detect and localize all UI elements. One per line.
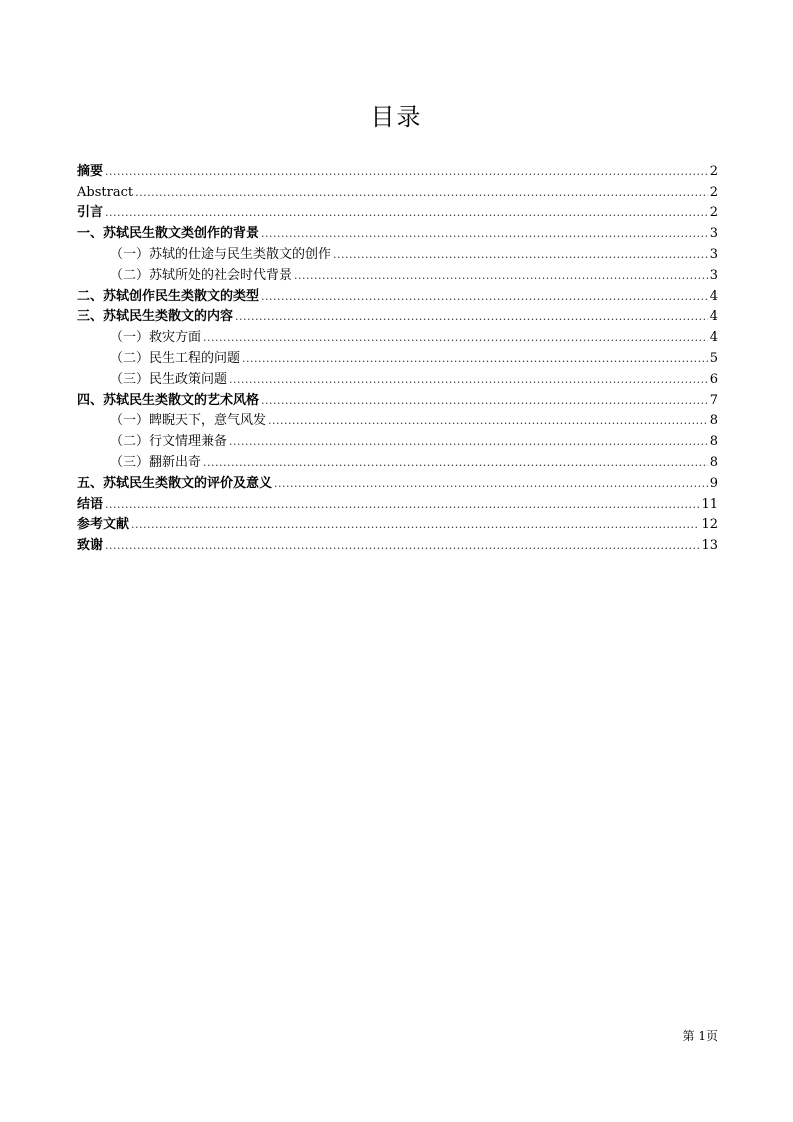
toc-entry[interactable] (77, 451, 718, 472)
toc-entry[interactable] (77, 285, 718, 306)
toc-entry-label: （二）行文情理兼备 (110, 434, 228, 450)
toc-entry-page: 8 (709, 454, 718, 470)
toc-entry-page: 9 (709, 475, 718, 491)
toc-entry-label: （三）翻新出奇 (110, 454, 202, 470)
toc-entry-label: 摘要 (77, 163, 104, 179)
toc-entry-label: 结语 (77, 496, 104, 512)
toc-entry-label: （一）睥睨天下，意气风发 (110, 413, 267, 429)
toc-entry-page: 6 (709, 371, 718, 387)
toc-entry-label: 一、苏轼民生散文类创作的背景 (77, 226, 260, 242)
toc-entry[interactable] (77, 410, 718, 431)
toc-entry[interactable] (77, 264, 718, 285)
dot-leader (333, 246, 708, 264)
toc-entry-page: 12 (701, 517, 718, 533)
toc-entry[interactable] (77, 514, 718, 535)
toc-entry-page: 2 (709, 205, 718, 221)
page-title: 目录 (370, 103, 423, 131)
toc-entry[interactable] (77, 243, 718, 264)
toc-entry-label: 参考文献 (77, 517, 130, 533)
toc-entry[interactable] (77, 326, 718, 347)
toc-entry-label: 二、苏轼创作民生类散文的类型 (77, 288, 260, 304)
dot-leader (135, 184, 708, 202)
toc-entry-page: 7 (709, 392, 718, 408)
dot-leader (242, 350, 708, 368)
toc-entry-label: （一）苏轼的仕途与民生类散文的创作 (110, 246, 332, 262)
toc-entry-page: 3 (709, 246, 718, 262)
dot-leader (261, 392, 708, 410)
toc-entry-page: 2 (709, 163, 718, 179)
dot-leader (235, 308, 708, 326)
dot-leader (105, 537, 699, 555)
toc-entry-page: 3 (709, 226, 718, 242)
toc-entry-label: 四、苏轼民生类散文的艺术风格 (77, 392, 260, 408)
toc-entry-page: 8 (709, 434, 718, 450)
toc-entry[interactable] (77, 389, 718, 410)
toc-entry[interactable] (77, 472, 718, 493)
toc-entry[interactable] (77, 493, 718, 514)
toc-entry[interactable] (77, 222, 718, 243)
toc-entry[interactable] (77, 368, 718, 389)
dot-leader (203, 454, 708, 472)
toc-entry-label: （二）民生工程的问题 (110, 350, 241, 366)
toc-entry-page: 13 (701, 538, 718, 554)
toc-entry[interactable] (77, 347, 718, 368)
toc-entry-label: （二）苏轼所处的社会时代背景 (110, 267, 293, 283)
toc-entry-page: 11 (701, 496, 718, 512)
dot-leader (203, 329, 708, 347)
toc-entry[interactable] (77, 160, 718, 181)
toc-entry[interactable] (77, 181, 718, 202)
toc-entry-label: 五、苏轼民生类散文的评价及意义 (77, 475, 273, 491)
dot-leader (131, 516, 699, 534)
dot-leader (294, 267, 708, 285)
toc-entry-page: 3 (709, 267, 718, 283)
dot-leader (105, 163, 708, 181)
dot-leader (229, 371, 708, 389)
toc-entry-label: Abstract (77, 184, 134, 200)
table-of-contents (77, 160, 718, 555)
dot-leader (261, 225, 708, 243)
toc-entry-page: 5 (709, 350, 718, 366)
dot-leader (105, 204, 708, 222)
dot-leader (274, 475, 708, 493)
toc-entry-label: 致谢 (77, 538, 104, 554)
toc-entry-page: 4 (709, 288, 718, 304)
toc-entry[interactable] (77, 534, 718, 555)
dot-leader (105, 496, 699, 514)
page-number-footer: 第 1页 (682, 1029, 718, 1043)
dot-leader (268, 412, 708, 430)
toc-entry-label: （三）民生政策问题 (110, 371, 228, 387)
toc-entry-page: 8 (709, 413, 718, 429)
toc-entry[interactable] (77, 430, 718, 451)
toc-entry-label: （一）救灾方面 (110, 330, 202, 346)
toc-entry-page: 4 (709, 330, 718, 346)
toc-entry[interactable] (77, 202, 718, 223)
toc-entry-page: 4 (709, 309, 718, 325)
toc-entry[interactable] (77, 306, 718, 327)
toc-entry-label: 引言 (77, 205, 104, 221)
dot-leader (261, 288, 708, 306)
dot-leader (229, 433, 708, 451)
toc-entry-label: 三、苏轼民生类散文的内容 (77, 309, 234, 325)
toc-entry-page: 2 (709, 184, 718, 200)
